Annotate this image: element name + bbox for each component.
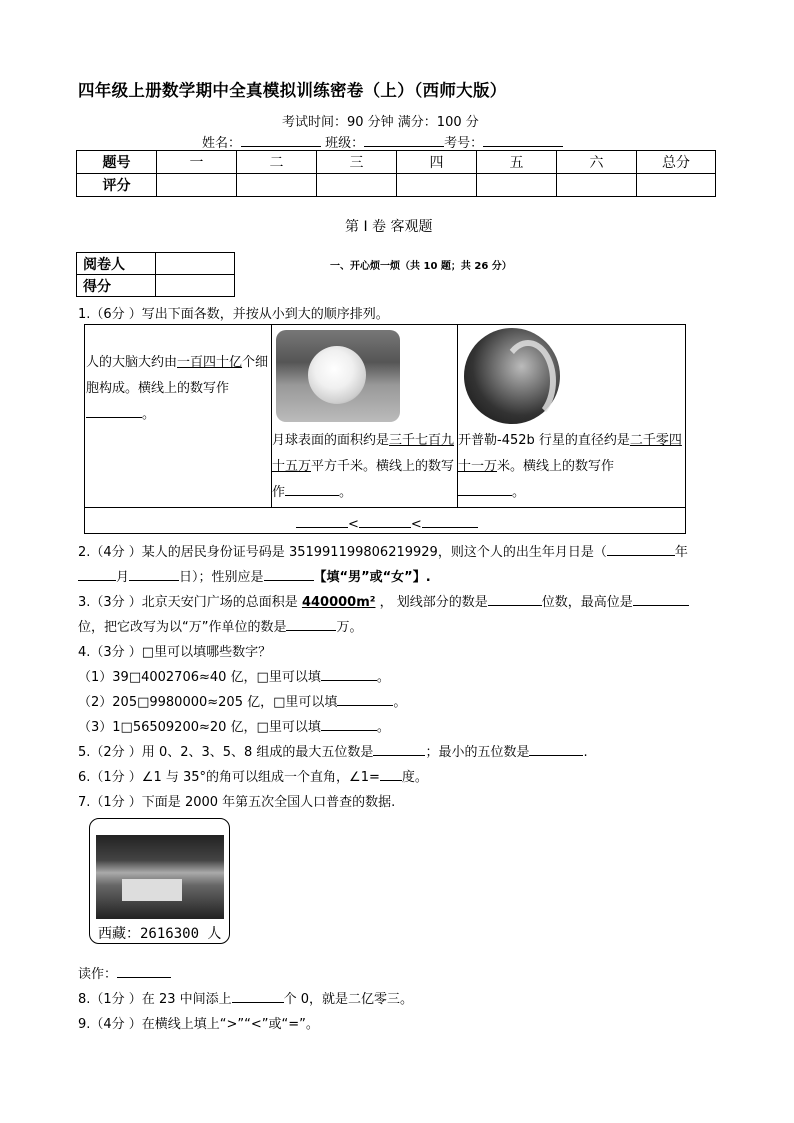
answer-blank[interactable] xyxy=(321,717,377,731)
reviewer-label: 阅卷人 xyxy=(77,253,156,275)
score-entry[interactable] xyxy=(317,174,397,197)
question-9-stem: 9.（4分 ）在横线上填上“>”“<”或“=”。 xyxy=(78,1017,319,1032)
question-text: 2.（4分 ）某人的居民身份证号码是 351991199806219929，则这个人的出生年月日是（ xyxy=(78,545,607,560)
score-table-score-row xyxy=(77,174,716,197)
name-blank[interactable] xyxy=(241,133,321,147)
score-entry[interactable] xyxy=(157,174,237,197)
name-label: 姓名： xyxy=(202,136,242,151)
score-entry[interactable] xyxy=(156,275,235,297)
cell-text: 平方千米。横线上的数写作 xyxy=(272,459,455,500)
score-entry[interactable] xyxy=(637,174,716,197)
question-8 xyxy=(78,988,413,1007)
question-text: ， 划线部分的数是 xyxy=(375,595,488,610)
student-fields xyxy=(202,132,563,151)
question-text: 读作： xyxy=(78,967,118,982)
question-3-line-2 xyxy=(78,616,363,635)
class-label: 班级： xyxy=(325,136,365,151)
answer-blank[interactable] xyxy=(129,567,179,581)
answer-blank[interactable] xyxy=(296,514,348,528)
divider xyxy=(85,507,685,508)
underlined-number: 一百四十亿 xyxy=(177,355,243,370)
answer-blank[interactable] xyxy=(286,617,336,631)
cell-text: 。 xyxy=(339,485,353,500)
answer-blank[interactable] xyxy=(78,567,116,581)
underlined-number: 440000m² xyxy=(301,595,376,610)
cell-text: 。 xyxy=(512,485,526,500)
question-7-stem: 7.（1分 ）下面是 2000 年第五次全国人口普查的数据. xyxy=(78,795,396,810)
question-text: 位，把它改写为以“万”作单位的数是 xyxy=(78,620,287,635)
score-cell: 二 xyxy=(237,151,317,174)
question-1-cell-1 xyxy=(86,350,272,428)
score-cell: 一 xyxy=(157,151,237,174)
answer-blank[interactable] xyxy=(86,404,142,418)
question-text: 3.（3分 ）北京天安门广场的总面积是 xyxy=(78,595,302,610)
part-heading: 一、开心烦一烦（共 10 题；共 26 分） xyxy=(330,261,512,272)
question-text: 。 xyxy=(376,720,390,735)
question-1-cell-3 xyxy=(458,428,684,506)
answer-blank[interactable] xyxy=(337,692,393,706)
question-2-line-2 xyxy=(78,566,431,585)
question-text: （2）205□9980000≈205 亿，□里可以填 xyxy=(78,695,338,710)
question-text: ；最小的五位数是 xyxy=(425,745,530,760)
question-text: 月 xyxy=(116,570,130,585)
cell-text: 人的大脑大约由 xyxy=(86,355,178,370)
cell-text: 开普勒-452b 行星的直径约是 xyxy=(458,433,630,448)
less-than-sign: < xyxy=(410,517,422,532)
score-entry[interactable] xyxy=(557,174,637,197)
answer-blank[interactable] xyxy=(529,742,583,756)
number-blank[interactable] xyxy=(483,133,563,147)
answer-blank[interactable] xyxy=(285,482,339,496)
question-text: （3）1□56509200≈20 亿，□里可以填 xyxy=(78,720,321,735)
underlined-number: 二千零四十一万 xyxy=(458,433,682,474)
score-cell: 四 xyxy=(397,151,477,174)
question-text: 日）；性别应是 xyxy=(179,570,264,585)
section-title: 第 I 卷 客观题 xyxy=(345,219,433,235)
answer-blank[interactable] xyxy=(458,482,512,496)
answer-blank[interactable] xyxy=(359,514,411,528)
question-text: 【填“男”或“女”】. xyxy=(313,570,431,585)
question-text: 度。 xyxy=(401,770,428,785)
score-table-header-row xyxy=(77,151,716,174)
exam-info: 考试时间：90 分钟 满分：100 分 xyxy=(282,115,479,130)
answer-blank[interactable] xyxy=(380,767,402,781)
cell-text: 。 xyxy=(142,407,156,422)
score-row-label: 评分 xyxy=(77,174,157,197)
question-text: 年 xyxy=(674,545,688,560)
underlined-number: 三千七百九十五万 xyxy=(272,433,455,474)
question-text: 万。 xyxy=(336,620,363,635)
score-table xyxy=(76,150,716,197)
question-5 xyxy=(78,741,588,760)
question-text: 。 xyxy=(393,695,407,710)
question-4-stem: 4.（3分 ）□里可以填哪些数字？ xyxy=(78,645,272,660)
cell-text: 个细胞构成。横线上的数写作 xyxy=(86,355,269,396)
answer-blank[interactable] xyxy=(373,742,425,756)
question-1-stem: 1.（6分 ）写出下面各数，并按从小到大的顺序排列。 xyxy=(78,307,389,322)
question-4-item xyxy=(78,716,390,735)
question-text: 8.（1分 ）在 23 中间添上 xyxy=(78,992,232,1007)
score-cell: 三 xyxy=(317,151,397,174)
answer-blank[interactable] xyxy=(422,514,478,528)
question-text: 6.（1分 ）∠1 与 35°的角可以组成一个直角，∠1= xyxy=(78,770,380,785)
answer-blank[interactable] xyxy=(117,964,171,978)
question-4-item xyxy=(78,666,390,685)
question-7-read xyxy=(78,963,171,982)
tibet-caption: 西藏：2616300 人 xyxy=(98,926,222,942)
score-label: 得分 xyxy=(77,275,156,297)
less-than-sign: < xyxy=(348,517,359,532)
number-label: 考号： xyxy=(444,136,484,151)
question-text: . xyxy=(583,745,588,760)
answer-blank[interactable] xyxy=(488,592,542,606)
question-text: （1）39□4002706≈40 亿，□里可以填 xyxy=(78,670,321,685)
answer-blank[interactable] xyxy=(607,542,675,556)
moon-image xyxy=(276,330,400,422)
question-text: 位数，最高位是 xyxy=(541,595,633,610)
score-entry[interactable] xyxy=(397,174,477,197)
planet-image xyxy=(464,328,560,424)
tibet-image-card xyxy=(89,818,230,944)
question-4-item xyxy=(78,691,406,710)
cell-text: 月球表面的面积约是 xyxy=(272,433,390,448)
class-blank[interactable] xyxy=(364,133,444,147)
score-cell: 六 xyxy=(557,151,637,174)
question-text: 。 xyxy=(376,670,390,685)
answer-blank[interactable] xyxy=(321,667,377,681)
question-2-line-1 xyxy=(78,541,688,560)
score-cell: 题号 xyxy=(77,151,157,174)
answer-blank[interactable] xyxy=(264,567,314,581)
question-3-line-1 xyxy=(78,591,689,610)
question-text: 个 0，就是二亿零三。 xyxy=(283,992,414,1007)
cell-text: 米。横线上的数写作 xyxy=(497,459,615,474)
score-entry[interactable] xyxy=(237,174,317,197)
ordering-row xyxy=(296,514,478,532)
answer-blank[interactable] xyxy=(232,989,284,1003)
score-cell: 五 xyxy=(477,151,557,174)
question-text: 5.（2分 ）用 0、2、3、5、8 组成的最大五位数是 xyxy=(78,745,374,760)
question-6 xyxy=(78,766,428,785)
score-cell: 总分 xyxy=(637,151,716,174)
answer-blank[interactable] xyxy=(633,592,689,606)
grader-table xyxy=(76,252,235,297)
page-title: 四年级上册数学期中全真模拟训练密卷（上）（西师大版） xyxy=(78,81,507,100)
tibet-photo xyxy=(96,835,224,919)
score-entry[interactable] xyxy=(477,174,557,197)
question-1-cell-2 xyxy=(272,428,456,506)
reviewer-entry[interactable] xyxy=(156,253,235,275)
